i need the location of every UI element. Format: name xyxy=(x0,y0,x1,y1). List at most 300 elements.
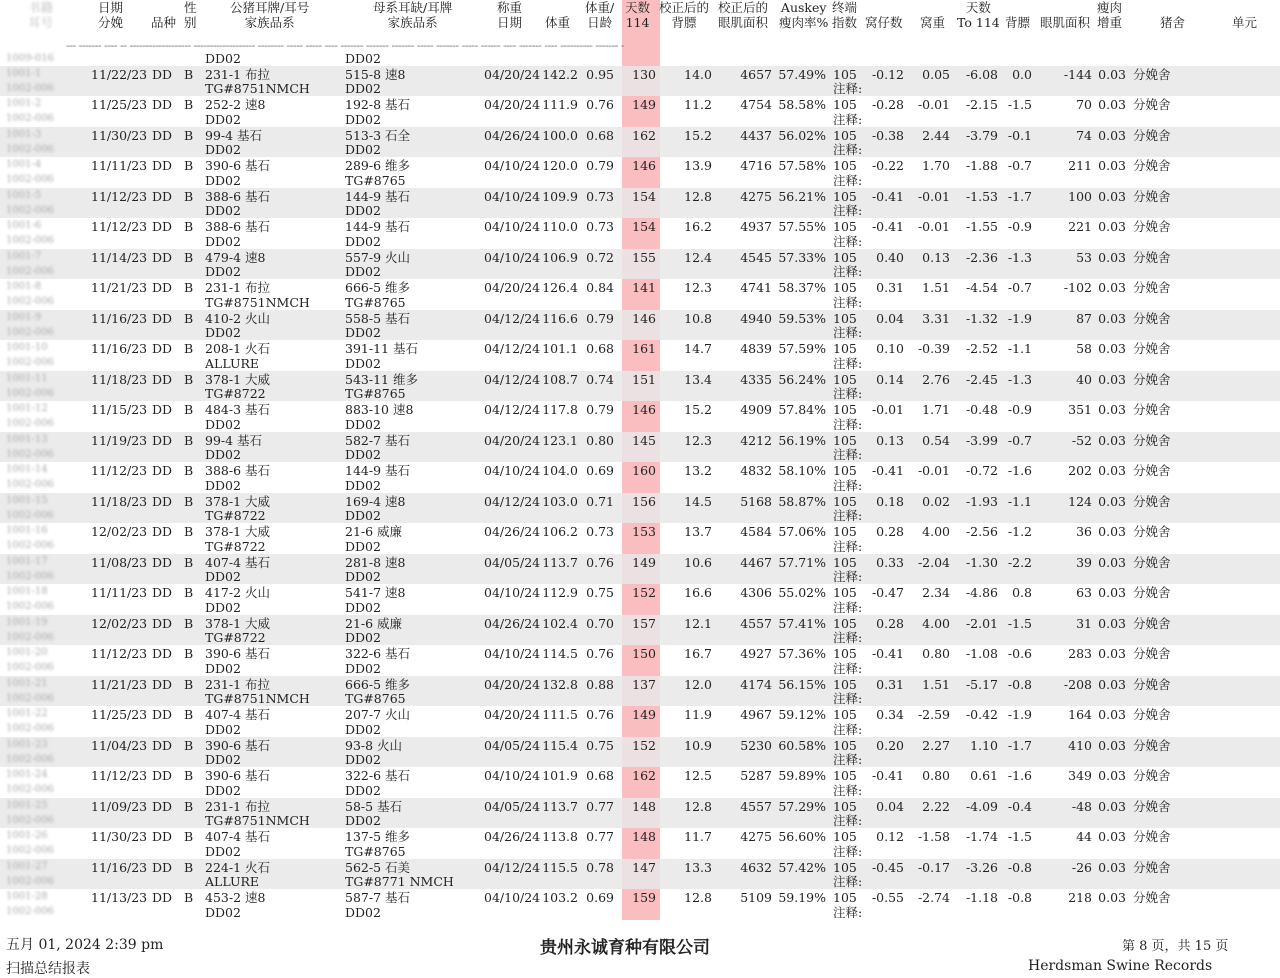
cell-breed: DD xyxy=(152,585,173,600)
cell-dam-line: DD02 xyxy=(345,325,381,340)
cell-sire: 99-4 基石 xyxy=(205,127,263,143)
cell-e2: -2.74 xyxy=(917,890,950,905)
cell-e1: 0.40 xyxy=(876,249,904,265)
cell-e1: 0.04 xyxy=(876,310,904,326)
blurred-id: 1001-15 xyxy=(6,494,48,506)
cell-days: 161 xyxy=(632,341,656,356)
cell-term: 105 xyxy=(833,646,857,661)
cell-sire-line: DD02 xyxy=(205,569,241,584)
cell-e1: -0.38 xyxy=(871,127,904,143)
cell-e3: -1.53 xyxy=(965,188,998,204)
table-row xyxy=(0,188,1280,219)
blurred-id: 1001-4 xyxy=(6,159,42,170)
cell-e4: -0.9 xyxy=(1007,402,1032,417)
cell-e2: 0.02 xyxy=(922,493,950,509)
cell-sire: 378-1 大威 xyxy=(205,615,271,631)
blurred-id: 1002-006 xyxy=(6,143,54,155)
blurred-id: 1002-006 xyxy=(6,601,54,612)
cell-e2: -0.39 xyxy=(917,341,950,356)
cell-days: 151 xyxy=(632,371,656,387)
cell-note: 注释: xyxy=(833,691,863,706)
cell-term: 105 xyxy=(833,219,857,234)
cell-sire: 407-4 基石 xyxy=(205,829,271,844)
cell-breed: DD xyxy=(152,798,173,814)
cell-weigh: 04/26/24 xyxy=(484,524,541,539)
cell-sire-line: DD02 xyxy=(205,172,241,188)
cell-e6: 0.03 xyxy=(1098,188,1126,204)
cell-loin: 4754 xyxy=(740,97,772,112)
cell-dam: 558-5 基石 xyxy=(345,310,411,326)
cell-note: 注释: xyxy=(833,355,863,371)
table-row xyxy=(0,66,1280,97)
blurred-id: 1001-8 xyxy=(6,281,42,292)
cell-dam-line: TG#8765 xyxy=(345,294,406,310)
cell-e5: 58 xyxy=(1076,341,1092,356)
cell-term: 105 xyxy=(833,585,857,600)
cell-born: 11/21/23 xyxy=(91,280,148,295)
cell-sire: 378-1 大威 xyxy=(205,493,271,509)
cell-e3: -1.93 xyxy=(965,493,998,509)
cell-e3: -0.72 xyxy=(965,463,998,478)
cell-breed: DD xyxy=(152,341,173,356)
cell-term: 105 xyxy=(833,463,857,478)
cell-wt: 115.5 xyxy=(542,859,578,875)
cell-sire-line: DD02 xyxy=(205,904,241,920)
cell-born: 11/12/23 xyxy=(91,463,148,478)
cell-term: 105 xyxy=(833,737,857,753)
header-lean-pct: Auskey 瘦肉率% xyxy=(779,0,829,30)
cell-bf: 11.9 xyxy=(684,707,712,722)
cell-note: 注释: xyxy=(833,721,863,737)
cell-breed: DD xyxy=(152,463,173,478)
report-name: 扫描总结报表 xyxy=(6,961,90,977)
cell-term: 105 xyxy=(833,615,857,631)
sire-line: DD02 xyxy=(205,51,241,66)
cell-loin: 4275 xyxy=(740,829,772,844)
cell-born: 11/08/23 xyxy=(91,554,148,570)
cell-term: 105 xyxy=(833,768,857,783)
cell-dam-line: DD02 xyxy=(345,660,381,676)
header-sex: 性 别 xyxy=(184,0,197,30)
cell-lean: 56.19% xyxy=(778,432,826,448)
blurred-id: 1002-006 xyxy=(6,662,54,673)
cell-born: 11/13/23 xyxy=(91,890,148,905)
cell-e1: -0.45 xyxy=(871,859,904,875)
cell-e2: -0.01 xyxy=(917,188,950,204)
blurred-id: 1002-006 xyxy=(6,357,54,368)
blurred-id: 1001-11 xyxy=(6,372,48,384)
cell-loin: 4335 xyxy=(740,371,772,387)
cell-e4: -0.7 xyxy=(1007,280,1032,295)
cell-dam: 58-5 基石 xyxy=(345,798,403,814)
cell-days: 137 xyxy=(632,676,656,692)
cell-weigh: 04/10/24 xyxy=(484,219,541,234)
blurred-id: 1002-006 xyxy=(6,448,54,460)
cell-born: 11/12/23 xyxy=(91,219,148,234)
cell-e4: -0.8 xyxy=(1007,676,1032,692)
cell-dam-line: DD02 xyxy=(345,477,381,493)
cell-sire-line: DD02 xyxy=(205,752,241,767)
table-row xyxy=(0,676,1280,707)
cell-born: 11/18/23 xyxy=(91,371,148,387)
cell-pen: 分娩舍 xyxy=(1133,66,1171,82)
cell-breed: DD xyxy=(152,188,173,204)
blurred-id: 1001-12 xyxy=(6,403,48,414)
cell-e5: 44 xyxy=(1076,829,1092,844)
cell-sex: B xyxy=(184,371,194,387)
cell-e5: 70 xyxy=(1076,97,1092,112)
cell-sire-line: DD02 xyxy=(205,325,241,340)
cell-sire: 407-4 基石 xyxy=(205,554,271,570)
cell-sire: 99-4 基石 xyxy=(205,432,263,448)
cell-sex: B xyxy=(184,341,194,356)
cell-breed: DD xyxy=(152,371,173,387)
cell-bf: 16.6 xyxy=(684,585,712,600)
cell-days: 145 xyxy=(632,432,656,448)
cell-dam-line: DD02 xyxy=(345,233,381,249)
cell-bf: 15.2 xyxy=(684,127,712,143)
cell-loin: 4832 xyxy=(740,463,772,478)
cell-e1: -0.41 xyxy=(871,646,904,661)
cell-breed: DD xyxy=(152,737,173,753)
cell-e2: 1.70 xyxy=(922,158,950,173)
cell-dam: 562-5 石美 xyxy=(345,859,411,875)
cell-e6: 0.03 xyxy=(1098,463,1126,478)
cell-dam: 21-6 威廉 xyxy=(345,524,403,539)
cell-sex: B xyxy=(184,66,194,82)
cell-bf: 13.3 xyxy=(684,859,712,875)
cell-loin: 5168 xyxy=(740,493,772,509)
blurred-id: 1001-27 xyxy=(6,860,48,872)
table-row xyxy=(0,645,1280,676)
cell-e4: -1.6 xyxy=(1007,768,1032,783)
cell-lean: 56.15% xyxy=(778,676,826,692)
cell-breed: DD xyxy=(152,66,173,82)
table-row xyxy=(0,706,1280,737)
table-row xyxy=(0,767,1280,798)
cell-weigh: 04/12/24 xyxy=(484,371,541,387)
cell-days: 149 xyxy=(632,554,656,570)
cell-note: 注释: xyxy=(833,111,863,127)
cell-sex: B xyxy=(184,188,194,204)
cell-e5: -102 xyxy=(1063,280,1092,295)
cell-bf: 13.9 xyxy=(684,158,712,173)
cell-e3: -2.15 xyxy=(965,97,998,112)
cell-adg: 0.76 xyxy=(586,707,614,722)
cell-e6: 0.03 xyxy=(1098,615,1126,631)
header-dam: 母系耳缺/耳牌 家族品系 xyxy=(373,0,453,30)
cell-e2: 1.51 xyxy=(922,280,950,295)
cell-e6: 0.03 xyxy=(1098,310,1126,326)
cell-loin: 5109 xyxy=(740,890,772,905)
cell-e4: -1.7 xyxy=(1007,188,1032,204)
cell-e1: -0.12 xyxy=(871,66,904,82)
cell-dam-line: DD02 xyxy=(345,355,381,371)
cell-lean: 56.02% xyxy=(778,127,826,143)
cell-e4: -0.1 xyxy=(1007,127,1032,143)
cell-dam-line: TG#8765 xyxy=(345,691,406,706)
cell-e2: 4.00 xyxy=(922,524,950,539)
cell-loin: 4557 xyxy=(740,798,772,814)
cell-adg: 0.73 xyxy=(586,188,614,204)
cell-lean: 57.41% xyxy=(778,615,826,631)
cell-sire: 388-6 基石 xyxy=(205,219,271,234)
cell-bf: 12.8 xyxy=(684,188,712,204)
header-sire: 公猪耳牌/耳号 家族品系 xyxy=(230,0,310,30)
cell-adg: 0.68 xyxy=(586,127,614,143)
cell-e1: -0.41 xyxy=(871,768,904,783)
cell-e4: -1.6 xyxy=(1007,463,1032,478)
cell-pen: 分娩舍 xyxy=(1133,707,1171,722)
cell-sire: 453-2 速8 xyxy=(205,890,266,905)
cell-e2: 2.22 xyxy=(922,798,950,814)
cell-sex: B xyxy=(184,310,194,326)
cell-adg: 0.77 xyxy=(586,829,614,844)
cell-days: 148 xyxy=(632,798,656,814)
cell-days: 154 xyxy=(632,219,656,234)
cell-lean: 60.58% xyxy=(778,737,826,753)
cell-e5: 218 xyxy=(1068,890,1092,905)
cell-sire: 231-1 布拉 xyxy=(205,66,271,82)
cell-adg: 0.69 xyxy=(586,890,614,905)
cell-born: 11/16/23 xyxy=(91,310,148,326)
cell-note: 注释: xyxy=(833,599,863,615)
cell-pen: 分娩舍 xyxy=(1133,585,1171,600)
cell-weigh: 04/10/24 xyxy=(484,249,541,265)
cell-breed: DD xyxy=(152,158,173,173)
cell-breed: DD xyxy=(152,310,173,326)
cell-pen: 分娩舍 xyxy=(1133,97,1171,112)
cell-sire-line: ALLURE xyxy=(205,874,260,889)
cell-lean: 58.10% xyxy=(778,463,826,478)
table-header xyxy=(0,0,1280,52)
cell-dam-line: DD02 xyxy=(345,538,381,554)
cell-weigh: 04/10/24 xyxy=(484,463,541,478)
table-row xyxy=(0,401,1280,432)
cell-bf: 14.0 xyxy=(684,66,712,82)
cell-wt: 101.1 xyxy=(542,341,578,356)
cell-born: 11/16/23 xyxy=(91,859,148,875)
cell-dam: 883-10 速8 xyxy=(345,402,414,417)
cell-dam: 391-11 基石 xyxy=(345,341,418,356)
cell-term: 105 xyxy=(833,432,857,448)
cell-loin: 4909 xyxy=(740,402,772,417)
cell-e6: 0.03 xyxy=(1098,158,1126,173)
blurred-id: 1002-006 xyxy=(6,631,54,643)
cell-sex: B xyxy=(184,463,194,478)
cell-loin: 4174 xyxy=(740,676,772,692)
cell-lean: 57.49% xyxy=(778,66,826,82)
cell-wt: 132.8 xyxy=(542,676,578,692)
cell-e1: -0.41 xyxy=(871,463,904,478)
blurred-id: 1002-006 xyxy=(6,418,54,429)
cell-adg: 0.79 xyxy=(586,158,614,173)
cell-sire-line: TG#8751NMCH xyxy=(205,294,310,310)
cell-born: 11/09/23 xyxy=(91,798,148,814)
cell-sire: 410-2 火山 xyxy=(205,310,271,326)
cell-e2: 0.54 xyxy=(922,432,950,448)
cell-lean: 57.36% xyxy=(778,646,826,661)
cell-wt: 104.0 xyxy=(542,463,578,478)
cell-bf: 13.4 xyxy=(684,371,712,387)
cell-lean: 58.87% xyxy=(778,493,826,509)
cell-days: 157 xyxy=(632,615,656,631)
cell-sire: 231-1 布拉 xyxy=(205,676,271,692)
cell-e3: 1.10 xyxy=(970,737,998,753)
blurred-id: 1001-13 xyxy=(6,433,48,445)
cell-bf: 13.7 xyxy=(684,524,712,539)
cell-lean: 58.37% xyxy=(778,280,826,295)
cell-e4: -1.5 xyxy=(1007,615,1032,631)
cell-lean: 57.84% xyxy=(778,402,826,417)
table-row xyxy=(0,828,1280,859)
cell-e1: 0.12 xyxy=(876,829,904,844)
cell-lean: 57.42% xyxy=(778,859,826,875)
page-footer xyxy=(0,928,1280,978)
cell-days: 149 xyxy=(632,97,656,112)
cell-weigh: 04/05/24 xyxy=(484,798,541,814)
cell-dam: 587-7 基石 xyxy=(345,890,411,905)
blurred-id: 1001-28 xyxy=(6,891,48,902)
cell-wt: 142.2 xyxy=(542,66,578,82)
cell-adg: 0.79 xyxy=(586,310,614,326)
cell-wt: 103.2 xyxy=(542,890,578,905)
cell-days: 155 xyxy=(632,249,656,265)
cell-e5: -144 xyxy=(1063,66,1092,82)
cell-dam-line: TG#8771 NMCH xyxy=(345,874,454,889)
cell-term: 105 xyxy=(833,707,857,722)
cell-e1: 0.34 xyxy=(876,707,904,722)
cell-wt: 111.9 xyxy=(542,97,578,112)
cell-e5: 40 xyxy=(1076,371,1092,387)
cell-e3: 0.61 xyxy=(970,768,998,783)
cell-loin: 4927 xyxy=(740,646,772,661)
cell-breed: DD xyxy=(152,402,173,417)
header-rule: --- ------- ---- -- ------------------- ------------------- -------- ----- ----- ---- ------- ------- ------- ----- ------- ----- ------ ---- ------- ---- ---------- ------- - xyxy=(66,39,625,52)
cell-pen: 分娩舍 xyxy=(1133,127,1171,143)
cell-breed: DD xyxy=(152,127,173,143)
cell-weigh: 04/12/24 xyxy=(484,341,541,356)
cell-e3: -1.32 xyxy=(965,310,998,326)
cell-term: 105 xyxy=(833,66,857,82)
cell-sex: B xyxy=(184,768,194,783)
cell-e4: -0.7 xyxy=(1007,158,1032,173)
cell-e5: 63 xyxy=(1076,585,1092,600)
cell-e2: 3.31 xyxy=(922,310,950,326)
cell-sex: B xyxy=(184,158,194,173)
cell-wt: 103.0 xyxy=(542,493,578,509)
blurred-id: 1001-9 xyxy=(6,311,42,323)
cell-e5: -48 xyxy=(1071,798,1092,814)
cell-sire-line: TG#8722 xyxy=(205,508,266,523)
cell-e6: 0.03 xyxy=(1098,676,1126,692)
cell-pen: 分娩舍 xyxy=(1133,249,1171,265)
cell-sex: B xyxy=(184,432,194,448)
cell-sire: 390-6 基石 xyxy=(205,737,271,753)
cell-term: 105 xyxy=(833,859,857,875)
cell-sire-line: DD02 xyxy=(205,721,241,737)
cell-note: 注释: xyxy=(833,233,863,249)
header-litter-size: 窝仔数 xyxy=(865,15,903,30)
blurred-id: 1002-006 xyxy=(6,814,54,826)
table-row xyxy=(0,859,1280,890)
header-weight: 体重 xyxy=(545,15,571,30)
cell-e1: -0.41 xyxy=(871,219,904,234)
cell-days: 150 xyxy=(632,646,656,661)
cell-e3: -3.26 xyxy=(965,859,998,875)
cell-wt: 113.8 xyxy=(542,829,578,844)
blurred-id: 1001-20 xyxy=(6,647,48,658)
cell-pen: 分娩舍 xyxy=(1133,310,1171,326)
cell-dam-line: DD02 xyxy=(345,81,381,96)
cell-sire-line: DD02 xyxy=(205,203,241,218)
cell-e3: -1.30 xyxy=(965,554,998,570)
cell-loin: 4632 xyxy=(740,859,772,875)
cell-e2: -2.04 xyxy=(917,554,950,570)
cell-e2: 1.51 xyxy=(922,676,950,692)
cell-breed: DD xyxy=(152,524,173,539)
cell-breed: DD xyxy=(152,615,173,631)
cell-bf: 14.7 xyxy=(684,341,712,356)
cell-pen: 分娩舍 xyxy=(1133,402,1171,417)
cell-sire: 417-2 火山 xyxy=(205,585,271,600)
cell-e2: 0.80 xyxy=(922,646,950,661)
header-lean-gain: 瘦肉 增重 xyxy=(1097,0,1123,30)
cell-loin: 4557 xyxy=(740,615,772,631)
blurred-id: 1002-006 xyxy=(6,845,54,856)
cell-e1: 0.28 xyxy=(876,524,904,539)
header-terminal-index: 终端 指数 xyxy=(832,0,858,30)
cell-term: 105 xyxy=(833,493,857,509)
cell-e6: 0.03 xyxy=(1098,737,1126,753)
blurred-id: 1002-006 xyxy=(6,875,54,887)
cell-days: 162 xyxy=(632,127,656,143)
cell-e5: 410 xyxy=(1068,737,1092,753)
print-datetime: 五月 01, 2024 2:39 pm xyxy=(6,937,164,953)
cell-adg: 0.95 xyxy=(586,66,614,82)
cell-weigh: 04/26/24 xyxy=(484,829,541,844)
cell-sire-line: DD02 xyxy=(205,111,241,127)
cell-sire: 484-3 基石 xyxy=(205,402,271,417)
cell-days: 148 xyxy=(632,829,656,844)
blurred-id: 1009-016 xyxy=(6,53,54,64)
cell-pen: 分娩舍 xyxy=(1133,646,1171,661)
cell-e4: -1.1 xyxy=(1007,493,1032,509)
cell-e1: -0.41 xyxy=(871,188,904,204)
cell-days: 146 xyxy=(632,158,656,173)
cell-weigh: 04/10/24 xyxy=(484,768,541,783)
cell-dam: 137-5 维多 xyxy=(345,829,411,844)
cell-e6: 0.03 xyxy=(1098,554,1126,570)
cell-breed: DD xyxy=(152,97,173,112)
header-breed: 品种 xyxy=(151,15,177,30)
header-unit: 单元 xyxy=(1232,15,1258,30)
data-rows xyxy=(0,51,1280,920)
cell-term: 105 xyxy=(833,798,857,814)
cell-e3: -4.86 xyxy=(965,585,998,600)
cell-loin: 4212 xyxy=(740,432,772,448)
cell-born: 11/11/23 xyxy=(91,158,148,173)
table-row xyxy=(0,340,1280,371)
blurred-id: 1002-006 xyxy=(6,570,54,582)
table-row xyxy=(0,432,1280,463)
cell-weigh: 04/26/24 xyxy=(484,615,541,631)
cell-born: 11/14/23 xyxy=(91,249,148,265)
cell-loin: 5287 xyxy=(740,768,772,783)
cell-sex: B xyxy=(184,402,194,417)
cell-breed: DD xyxy=(152,646,173,661)
cell-e2: 2.27 xyxy=(922,737,950,753)
